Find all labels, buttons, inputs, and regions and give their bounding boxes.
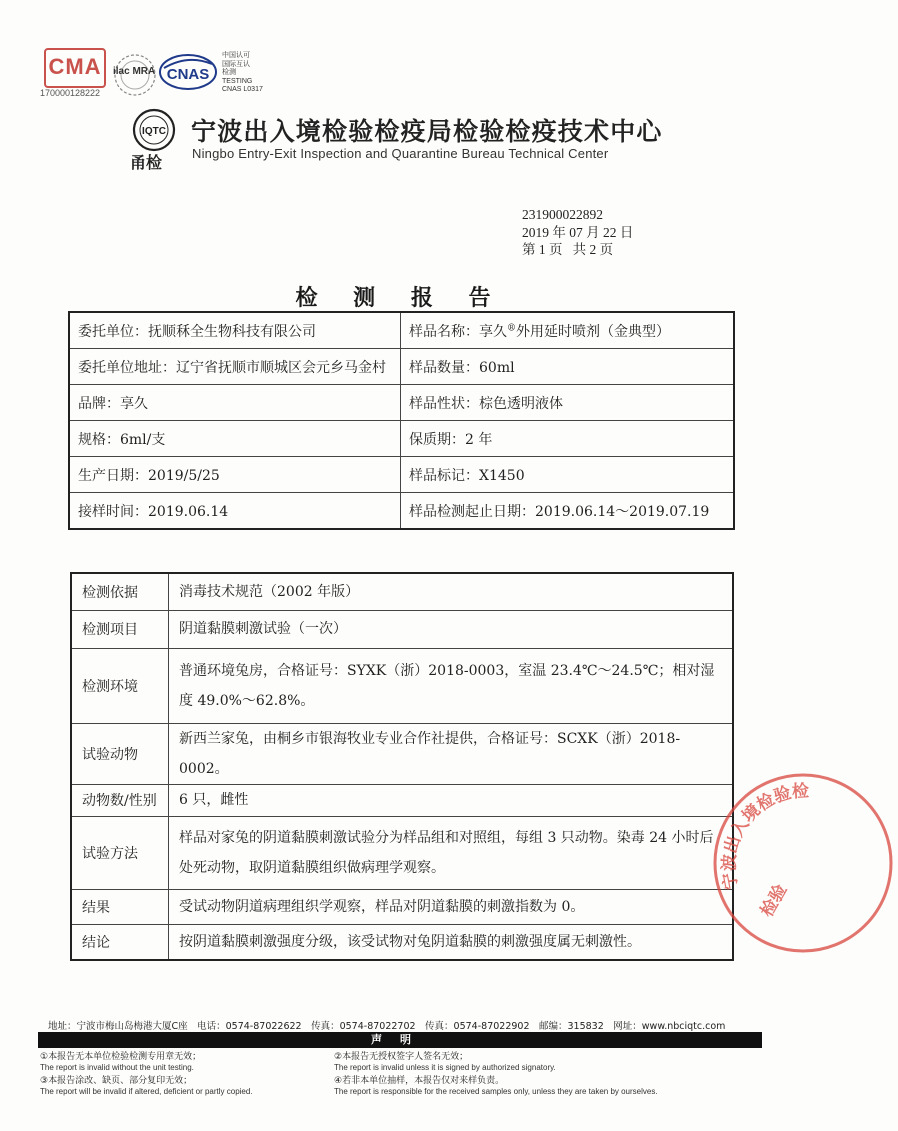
row-key: 试验动物 (71, 723, 169, 784)
table-row (69, 493, 734, 530)
cma-logo: CMA (44, 48, 106, 88)
table-row (69, 457, 734, 493)
table-row (71, 889, 733, 924)
cma-number: 170000128222 (40, 88, 101, 98)
table-row (69, 421, 734, 457)
table-row (71, 784, 733, 816)
report-number: 231900022892 (522, 207, 603, 222)
svg-text:CNAS: CNAS (166, 66, 210, 83)
statement-note-2: ②本报告无授权签字人签名无效； The report is invalid unless it is signed by authorized signatory. (334, 1052, 556, 1072)
statement-note-4: ④若非本单位抽样，本报告仅对来样负责。 The report is responsible for the received samples only, unless they are taken by ourselves. (334, 1076, 658, 1096)
footer-address: 地址：宁波市梅山岛梅港大厦C座 电话：0574-87022622 传真：0574-87022702 传真：0574-87022902 邮编：315832 网址：www.nbciqtc.com (48, 1021, 726, 1032)
row-value: 6 只，雌性 (169, 784, 734, 816)
row-value: 消毒技术规范（2002 年版） (169, 573, 734, 610)
row-key: 试验方法 (71, 816, 169, 889)
table-row (71, 723, 733, 784)
table-row (69, 385, 734, 421)
receive-time-cell: 接样时间：2019.06.14 (69, 493, 401, 530)
row-value: 按阴道黏膜刺激强度分级，该受试物对兔阴道黏膜的刺激强度属无刺激性。 (169, 924, 734, 960)
row-key: 检测项目 (71, 610, 169, 648)
row-key: 结论 (71, 924, 169, 960)
spec-cell: 规格：6ml/支 (69, 421, 401, 457)
emblem-label: 甬检 (130, 153, 163, 172)
cnas-caption: 中国认可 国际互认 检测 TESTING CNAS L0317 (222, 52, 263, 93)
row-value: 普通环境兔房，合格证号：SYXK（浙）2018-0003，室温 23.4℃～24.5℃；相对湿度 49.0%～62.8%。 (169, 648, 734, 723)
row-key: 结果 (71, 889, 169, 924)
svg-text:检验: 检验 (757, 881, 792, 921)
shelf-life-cell: 保质期：2 年 (401, 421, 735, 457)
table-row (71, 648, 733, 723)
production-date-cell: 生产日期：2019/5/25 (69, 457, 401, 493)
report-date: 2019 年 07 月 22 日 (522, 224, 634, 240)
row-value: 样品对家兔的阴道黏膜刺激试验分为样品组和对照组，每组 3 只动物。染毒 24 小时后处死动物，取阴道黏膜组织做病理学观察。 (169, 816, 734, 889)
row-key: 检测环境 (71, 648, 169, 723)
sample-name-cell: 样品名称：享久®外用延时喷剂（金典型） (401, 312, 735, 349)
table-row (71, 924, 733, 960)
report-title: 检 测 报 告 (295, 286, 505, 311)
statement-bar: 声明 (38, 1032, 762, 1048)
row-value: 新西兰家兔，由桐乡市银海牧业专业合作社提供，合格证号：SCXK（浙）2018-0002。 (169, 723, 734, 784)
sample-state-cell: 样品性状：棕色透明液体 (401, 385, 735, 421)
sample-info-table (68, 311, 735, 530)
table-row (69, 349, 734, 385)
page-indicator: 第 1 页 共 2 页 (522, 242, 614, 257)
statement-note-3: ③本报告涂改、缺页、部分复印无效； The report will be invalid if altered, deficient or partly copied. (40, 1076, 253, 1096)
report-meta (522, 206, 633, 259)
statement-note-1: ①本报告无本单位检验检测专用章无效； The report is invalid without the unit testing. (40, 1052, 202, 1072)
brand-cell: 品牌：享久 (69, 385, 401, 421)
row-key: 检测依据 (71, 573, 169, 610)
test-details-table (70, 572, 734, 961)
ilac-label: ilac MRA (113, 66, 156, 77)
client-address-cell: 委托单位地址：辽宁省抚顺市顺城区会元乡马金村 (69, 349, 401, 385)
organization-name-en: Ningbo Entry-Exit Inspection and Quarantine Bureau Technical Center (192, 146, 609, 161)
row-value: 受试动物阴道病理组织学观察，样品对阴道黏膜的刺激指数为 0。 (169, 889, 734, 924)
client-cell: 委托单位：抚顺秝全生物科技有限公司 (69, 312, 401, 349)
row-key: 动物数/性别 (71, 784, 169, 816)
sample-mark-cell: 样品标记：X1450 (401, 457, 735, 493)
official-seal-stamp (708, 768, 898, 958)
test-period-cell: 样品检测起止日期：2019.06.14～2019.07.19 (401, 493, 735, 530)
organization-name-cn: 宁波出入境检验检疫局检验检疫技术中心 (191, 117, 663, 146)
table-row (69, 312, 734, 349)
iqtc-emblem-icon (132, 108, 176, 152)
table-row (71, 573, 733, 610)
svg-text:IQTC: IQTC (142, 126, 166, 137)
svg-text:宁波出入境检验检: 宁波出入境检验检 (719, 781, 810, 892)
row-value: 阴道黏膜刺激试验（一次） (169, 610, 734, 648)
sample-quantity-cell: 样品数量：60ml (401, 349, 735, 385)
table-row (71, 816, 733, 889)
cnas-logo-icon (158, 52, 230, 92)
table-row (71, 610, 733, 648)
